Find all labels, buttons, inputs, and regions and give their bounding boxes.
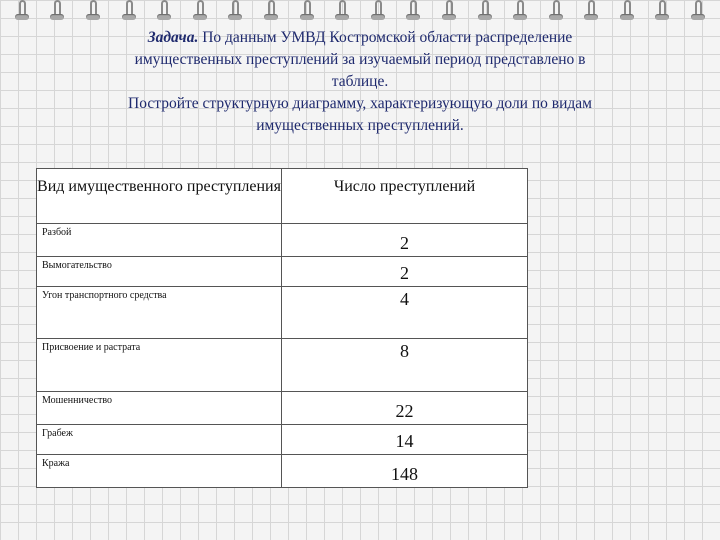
spiral-ring-icon (548, 0, 564, 22)
spiral-ring-icon (156, 0, 172, 22)
task-line-5: имущественных преступлений. (256, 117, 464, 134)
table-row (37, 392, 528, 425)
spiral-ring-icon (299, 0, 315, 22)
crime-type-cell: Угон транспортного средства (37, 287, 282, 339)
table-row (37, 224, 528, 257)
crime-type-cell: Кража (37, 455, 282, 488)
crime-count-cell: 2 (282, 224, 528, 257)
spiral-ring-icon (690, 0, 706, 22)
spiral-ring-icon (477, 0, 493, 22)
crime-type-cell: Присвоение и растрата (37, 339, 282, 392)
task-line-3: таблице. (331, 73, 389, 90)
spiral-ring-icon (405, 0, 421, 22)
crime-type-cell: Разбой (37, 224, 282, 257)
table-header-row (37, 169, 528, 224)
spiral-ring-icon (654, 0, 670, 22)
crime-count-cell: 8 (282, 339, 528, 392)
spiral-ring-icon (121, 0, 137, 22)
task-label: Задача. (147, 29, 199, 46)
spiral-ring-icon (334, 0, 350, 22)
spiral-ring-icon (512, 0, 528, 22)
header-crime-count: Число преступлений (282, 169, 528, 224)
crime-table (36, 168, 528, 488)
spiral-ring-icon (441, 0, 457, 22)
crime-count-cell: 148 (282, 455, 528, 488)
spiral-ring-icon (619, 0, 635, 22)
crime-type-cell: Мошенничество (37, 392, 282, 425)
spiral-ring-icon (227, 0, 243, 22)
task-line-2: имущественных преступлений за изучаемый период представлено в (134, 51, 586, 68)
task-line-1: Задача. По данным УМВД Костромской области распределение (147, 29, 573, 46)
spiral-ring-icon (49, 0, 65, 22)
spiral-ring-icon (192, 0, 208, 22)
table-row (37, 257, 528, 287)
table-row (37, 425, 528, 455)
table-row (37, 287, 528, 339)
notebook-spiral-binding (0, 0, 720, 26)
spiral-ring-icon (263, 0, 279, 22)
spiral-ring-icon (14, 0, 30, 22)
crime-type-cell: Вымогательство (37, 257, 282, 287)
spiral-ring-icon (85, 0, 101, 22)
crime-type-cell: Грабеж (37, 425, 282, 455)
task-line-4: Постройте структурную диаграмму, характеризующую доли по видам (128, 95, 592, 112)
task-text (40, 27, 680, 137)
crime-count-cell: 22 (282, 392, 528, 425)
crime-count-cell: 14 (282, 425, 528, 455)
table-row (37, 455, 528, 488)
table-row (37, 339, 528, 392)
crime-count-cell: 4 (282, 287, 528, 339)
header-crime-type: Вид имущественного преступления (37, 169, 282, 224)
crime-count-cell: 2 (282, 257, 528, 287)
spiral-ring-icon (370, 0, 386, 22)
spiral-ring-icon (583, 0, 599, 22)
